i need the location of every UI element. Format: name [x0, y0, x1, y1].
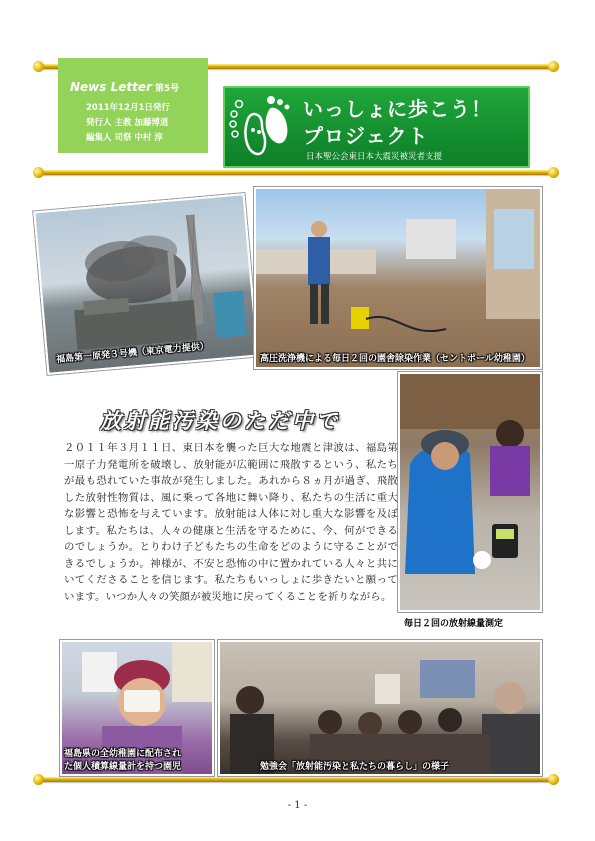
- bottom-gold-rule: [38, 777, 553, 782]
- reactor-caption: 福島第一原発３号機（東京電力提供）: [55, 341, 210, 366]
- project-title-line2: プロジェクト: [303, 124, 429, 148]
- top-rule-right-knob: [548, 61, 559, 72]
- bottom-rule-left-knob: [33, 774, 44, 785]
- publisher: 発行人 主教 加藤博道: [86, 118, 169, 128]
- editor: 編集人 司祭 中村 淳: [86, 133, 163, 143]
- child-photo: [60, 640, 214, 776]
- article-headline: 放射能汚染のただ中で: [100, 409, 340, 433]
- newsletter-name: News Letter: [70, 80, 152, 94]
- child-caption-line2: た個人積算線量計を持つ園児: [64, 762, 182, 772]
- seminar-photo: [218, 640, 542, 776]
- seminar-illustration: [220, 642, 540, 774]
- washing-caption: 高圧洗浄機による毎日２回の園舎除染作業（セントポール幼稚園）: [260, 354, 530, 364]
- project-title-line1: いっしょに歩こう！: [303, 97, 492, 121]
- bottom-rule-right-knob: [548, 774, 559, 785]
- reactor-photo: [33, 193, 258, 375]
- child-caption-line1: 福島県の全幼稚園に配布され: [64, 749, 182, 759]
- measurement-illustration: [400, 374, 540, 610]
- page-number: - 1 -: [287, 800, 308, 811]
- footprint-icon: [229, 92, 297, 162]
- measurement-photo: [398, 372, 542, 612]
- measurement-caption: 毎日２回の放射線量測定: [404, 619, 504, 629]
- newsletter-title: [70, 80, 179, 94]
- washing-illustration: [256, 189, 540, 367]
- project-subtitle: 日本聖公会東日本大震災被災者支援: [306, 152, 443, 162]
- rule2-right-knob: [548, 167, 559, 178]
- article-body: ２０１１年３月１１日、東日本を襲った巨大な地震と津波は、福島第一原子力発電所を破壊し、放射能が広範囲に飛散するという、私たちが最も恐れていた事故が発生しました。あれから８ヵ月が過ぎ、飛散した放射性物質は、風に乗って各地に舞い降り、私たちの生活に重大な影響と恐怖を与えています。放射能は人体に対し重大な影響を及ぼします。私たちは、人々の健康と生活を守るために、今、何ができるのでしょうか。とりわけ子どもたちの生命をどのように守ることができるでしょうか。神様が、不安と恐怖の中に置かれている人々と共にいてくださることを信じます。私たちもいっしょに歩きたいと願っています。いつか人々の笑顔が被災地に戻ってくることを祈りながら。: [64, 442, 398, 603]
- washing-photo: [254, 187, 542, 369]
- header-bottom-gold-rule: [38, 170, 553, 175]
- seminar-caption: 勉強会「放射能汚染と私たちの暮らし」の様子: [260, 762, 450, 772]
- issue-date: 2011年12月1日発行: [86, 103, 170, 113]
- issue-number: 第5号: [154, 84, 180, 94]
- top-rule-left-knob: [33, 61, 44, 72]
- rule2-left-knob: [33, 167, 44, 178]
